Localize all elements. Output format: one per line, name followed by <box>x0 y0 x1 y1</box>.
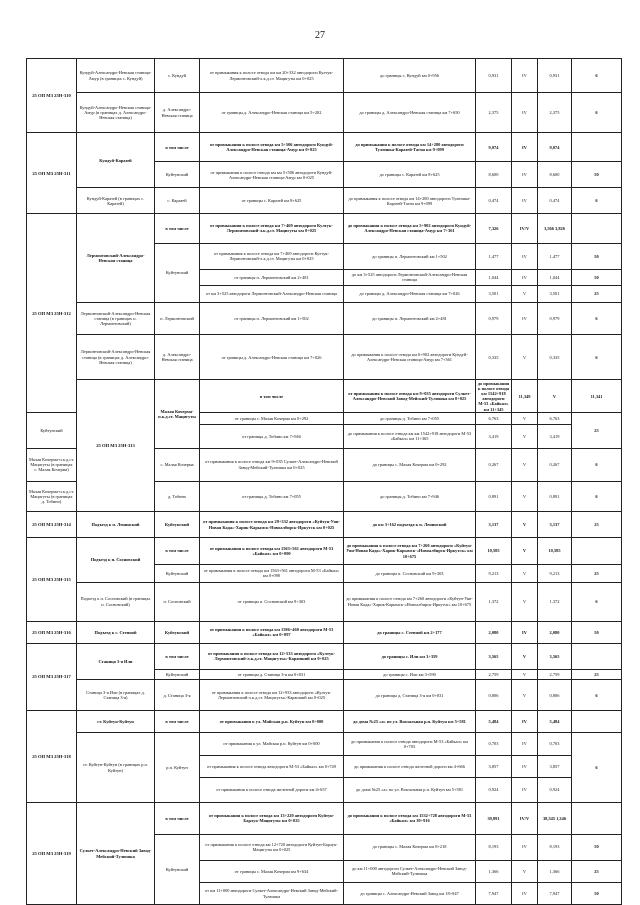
cell-end-point: до примыкания к полосе отвода км 7+260 автодороги «Куйтун-Уян-Новая Када»-Харик-Карымск-«Новоалбирск-Иркутск» км 10+675 <box>344 538 476 565</box>
cell-category: V <box>512 286 538 303</box>
cell-start-point: от примыкания к полосе отвода км 12+933 автодороги «Култук-Лермонтовский-л.к.д.ст. Мацигуты»-Карапший км 0+025 <box>200 680 344 711</box>
table-row <box>27 710 622 732</box>
cell-length: 1,477 <box>476 243 512 269</box>
cell-length: 3,501 <box>476 286 512 303</box>
cell-category-length: 9,213 <box>538 565 572 583</box>
cell-value: 25 <box>572 669 622 680</box>
cell-category-length: 0,267 <box>538 448 572 481</box>
cell-end-point: до границы д. Тобино км 7+055 <box>344 413 476 425</box>
cell-length: 10,585 <box>476 538 512 565</box>
cell-length: 0,924 <box>476 778 512 803</box>
cell-length: 2,375 <box>476 93 512 133</box>
cell-category: V <box>512 425 538 449</box>
cell-road-code: Малая Кочерма-п.к.д.ст. Мацигуты (в границах д. Тобино) <box>27 481 77 512</box>
cell-start-point: от границы д. Тобино км 7+946 <box>200 425 344 449</box>
cell-length: 1,366 <box>476 860 512 882</box>
cell-end-point: до границы п. Лермонтовский км 1+502 <box>344 243 476 269</box>
cell-road-code: Куйтунский <box>27 413 77 448</box>
cell-start-point: от примыкания к полосе отвода км 13+220 автодороги Куйтун-Барлук-Мацигуты км 0+025 <box>200 802 344 834</box>
cell-category-length: 8,193 <box>538 834 572 860</box>
cell-category: IV <box>512 755 538 777</box>
cell-value <box>572 538 622 565</box>
cell-start-point: от примыкания к полосе отвода км 12+720 автодороги Куйтун-Барлук-Мацигуты км 0+025 <box>200 834 344 860</box>
cell-category-length: 3,419 <box>538 425 572 449</box>
table-row <box>27 214 622 243</box>
cell-value: 25 <box>572 286 622 303</box>
cell-category: IV <box>512 778 538 803</box>
cell-category: IV <box>512 269 538 286</box>
cell-location: Малая Кочерма-п.к.д.ст. Мацигуты <box>155 380 200 449</box>
table-row <box>27 643 622 669</box>
table-row <box>27 59 622 93</box>
cell-value <box>572 643 622 669</box>
cell-category-length: 0,806 <box>538 680 572 711</box>
cell-end-point: до границы д. Александро-Невская станица км 7+650 <box>344 93 476 133</box>
cell-road-code: 25 ОП МЗ 25Н-317 <box>27 643 77 710</box>
cell-length: 8,193 <box>476 834 512 860</box>
cell-start-point: от границы д. Тобино км 7+055 <box>200 481 344 512</box>
table-row <box>27 133 622 162</box>
cell-value: 6 <box>572 481 622 512</box>
cell-start-point: от границы с. Каразей км 8+625 <box>200 188 344 214</box>
cell-location: д. Александро-Невская станица <box>155 93 200 133</box>
cell-location: Куйтунский <box>155 669 200 680</box>
cell-location: в том числе <box>155 538 200 565</box>
cell-road-name: Подъезд к п. Сосновский <box>77 538 155 583</box>
cell-value: 6 <box>572 582 622 621</box>
cell-value: 6 <box>572 302 622 335</box>
cell-start-point: от границы д. Станица 3-я км 0+831 <box>200 669 344 680</box>
cell-length: 7,326 <box>476 214 512 243</box>
cell-road-name: ст. Куйтун-Куйтун <box>77 710 155 732</box>
cell-road-code: 25 ОП МЗ 25Н-312 <box>27 214 77 413</box>
cell-road-code: 25 ОП МЗ 25Н-314 <box>27 512 77 538</box>
cell-location: Куйтунский <box>155 512 200 538</box>
cell-end-point: до примыкания к полосе отвода км 5+902 автодороги Кундуй-Александро-Невская станица-Амур км 7+361 <box>344 214 476 243</box>
cell-category: IV <box>512 302 538 335</box>
cell-length: 0,474 <box>476 188 512 214</box>
cell-category-length: 3,137 <box>538 512 572 538</box>
table-row <box>27 538 622 565</box>
cell-end-point: до примыкания к полосе отвода км 6+902 автодороги Кундуй-Александро-Невская станица-Амур км 7+361 <box>344 335 476 380</box>
cell-category: V <box>512 512 538 538</box>
cell-value <box>572 133 622 162</box>
cell-start-point: от примыкания к полосе отвода км 7+469 автодороги Култук-Лермонтовский-л.к.д.ст. Мацигуты км 0+025 <box>200 243 344 269</box>
cell-end-point: до дома №25 «а» по ул. Вокзальная р.п. Куйтун км 5+581 <box>344 710 476 732</box>
cell-road-code: 25 ОП МЗ 25Н-311 <box>27 133 77 214</box>
cell-category: V <box>512 448 538 481</box>
cell-length: 1,372 <box>476 582 512 621</box>
cell-length: 7,947 <box>476 882 512 904</box>
cell-category: V <box>512 335 538 380</box>
cell-end-point: до границы п. Лермонтовский км 2+481 <box>344 302 476 335</box>
cell-start-point: от границы п. Лермонтовский км 1+502 <box>200 302 344 335</box>
cell-road-name: Лермонтовский-Александро-Невская станица <box>77 214 155 302</box>
cell-length: 0,931 <box>476 59 512 93</box>
cell-location: с. Каразей <box>155 188 200 214</box>
cell-value: 11,341 <box>572 380 622 413</box>
cell-value: 25 <box>572 565 622 583</box>
cell-start-point: от границы п. Сосновский км 9+303 <box>200 582 344 621</box>
cell-location: Куйтунский <box>155 621 200 643</box>
cell-start-point: от примыкания к полосе отвода км 12+533 автодороги «Култук-Лермонтовский-л.к.д.ст. Мацигуты»-Карапший км 0+025 <box>200 643 344 669</box>
cell-category: IV <box>512 243 538 269</box>
cell-category-length: 2,375 <box>538 93 572 133</box>
cell-start-point: от примыкания к полосе отвода км 5+506 автодороги Кундуй-Александро-Невская станица-Амур км 0+025 <box>200 133 344 162</box>
cell-length: 6,763 <box>476 413 512 425</box>
cell-category: V <box>512 565 538 583</box>
cell-category-length: 10,585 <box>538 538 572 565</box>
cell-road-name: ст. Куйтун-Куйтун (в границах р.п. Куйтун) <box>77 733 155 802</box>
cell-location: Куйтунский <box>155 243 200 302</box>
cell-value: 6 <box>572 93 622 133</box>
cell-length: 0,703 <box>476 733 512 755</box>
cell-category-length: 3,566 3,826 <box>538 214 572 243</box>
cell-category-length: 2,080 <box>538 621 572 643</box>
cell-road-name: Станица 3-я Или (в границах д. Станица 3-я) <box>77 680 155 711</box>
cell-start-point: от примыкания к полосе отвода км 9+035 Сулкет-Александро-Невский Завод-Мейский-Тулюшка км 0+025 <box>200 448 344 481</box>
cell-start-point: от км 11+000 автодороги Сулкет-Александро-Невский Завод-Мейский-Тулюшка <box>200 882 344 904</box>
cell-category-length: 0,979 <box>538 302 572 335</box>
cell-category: IV <box>512 59 538 93</box>
cell-end-point: до км 3+162 подъезда к п. Ленинский <box>344 512 476 538</box>
cell-end-point: до примыкания к полосе отвода км 14+280 автодороги Тулюшка-Каразей-Тагна км 9+099 <box>344 133 476 162</box>
cell-location: в том числе <box>155 133 200 162</box>
cell-end-point: от примыкания к полосе отвода км 9+035 автодороги Сулкет-Александро-Невский Завод-Мейский-Тулюшка км 0+025 <box>344 380 476 413</box>
cell-category-length: 1,366 <box>538 860 572 882</box>
cell-length: 5,484 <box>476 710 512 732</box>
cell-category-length: V <box>538 380 572 413</box>
cell-road-name: Кундуй-Александро-Невская станица-Амур (в границах с. Кундуй) <box>77 59 155 93</box>
cell-category-length: 0,703 <box>538 733 572 755</box>
cell-value: 25 <box>572 413 622 448</box>
cell-category-length: 0,891 <box>538 481 572 512</box>
cell-start-point: от примыкания к ул. Майская р.п. Куйтун км 0+000 <box>200 733 344 755</box>
cell-start-point: от примыкания к полосе отвода железной дороги км 4+657 <box>200 778 344 803</box>
cell-start-point: от границы п. Лермонтовский км 2+481 <box>200 269 344 286</box>
cell-length: 0,335 <box>476 335 512 380</box>
table-row <box>27 621 622 643</box>
cell-end-point: до примыкания к полосе отвода железной дороги км 4+666 <box>344 755 476 777</box>
cell-length: 3,857 <box>476 755 512 777</box>
cell-length: 0,806 <box>476 680 512 711</box>
cell-category-length: 3,565 <box>538 643 572 669</box>
cell-category: IV/V <box>512 802 538 834</box>
table-row <box>27 802 622 834</box>
cell-road-name: Лермонтовский-Александро-Невская станица (в границах п. Лермонтовский) <box>77 302 155 335</box>
table-row <box>27 380 622 413</box>
cell-category: IV <box>512 133 538 162</box>
cell-location: в том числе <box>155 802 200 834</box>
cell-road-name: Лермонтовский-Александро-Невская станица (в границах д. Александро-Невская станица) <box>77 335 155 380</box>
cell-location: в том числе <box>155 214 200 243</box>
cell-length: 2,080 <box>476 621 512 643</box>
cell-length: 3,137 <box>476 512 512 538</box>
page-number: 27 <box>315 30 325 41</box>
cell-category: 11,349 <box>512 380 538 413</box>
cell-category-length: 0,335 <box>538 335 572 380</box>
cell-end-point: до границы с. Степной км 2+177 <box>344 621 476 643</box>
cell-location: в том числе <box>155 643 200 669</box>
cell-end-point: до границы д. Александро-Невская станица км 7+026 <box>344 286 476 303</box>
cell-length: 9,213 <box>476 565 512 583</box>
cell-value: 50 <box>572 243 622 269</box>
cell-length: 39,891 <box>476 802 512 834</box>
cell-value: 50 <box>572 621 622 643</box>
cell-road-code: 25 ОП МЗ 25Н-316 <box>27 621 77 643</box>
cell-road-code: 25 ОП МЗ 25Н-319 <box>27 802 77 904</box>
cell-value: 6 <box>572 680 622 711</box>
cell-end-point: до дома №25 «а» по ул. Вокзальная р.п. Куйтун км 5+581 <box>344 778 476 803</box>
cell-start-point: в том числе <box>200 380 344 413</box>
cell-location: Куйтунский <box>155 565 200 583</box>
table-body <box>27 59 622 905</box>
cell-location: д. Станица 3-я <box>155 680 200 711</box>
cell-start-point: от примыкания к полосе отвода автодороги М-53 «Байкал» км 0+749 <box>200 755 344 777</box>
cell-end-point: до границы п. Сосновский км 9+303 <box>344 565 476 583</box>
cell-category: V <box>512 582 538 621</box>
cell-start-point: от примыкания к полосе отвода км 1563+561 автодороги М-53 «Байкал» км 0+090 <box>200 565 344 583</box>
cell-category-length: 5,484 <box>538 710 572 732</box>
cell-length: 3,419 <box>476 425 512 449</box>
cell-category-length: 1,477 <box>538 243 572 269</box>
cell-road-code: 25 ОП МЗ 25Н-310 <box>27 59 77 133</box>
cell-category-length: 9,074 <box>538 133 572 162</box>
cell-road-name: Подъезд к с. Степной <box>77 621 155 643</box>
cell-start-point: от км 3+525 автодороги Лермонтовский-Александро-Невская станица <box>200 286 344 303</box>
cell-value: 6 <box>572 59 622 93</box>
cell-start-point: от примыкания к ул. Майская р.п. Куйтун км 0+000 <box>200 710 344 732</box>
cell-category-length: 1,372 <box>538 582 572 621</box>
cell-road-code: Малая Кочерма-п.к.д.ст. Мацигуты (в границах с. Малая Кочерма) <box>27 448 77 481</box>
cell-road-name: Подъезд к п. Ленинский <box>77 512 155 538</box>
cell-road-name: Станица 3-я Или <box>77 643 155 679</box>
cell-category: IV <box>512 733 538 755</box>
cell-category-length: 2,759 <box>538 669 572 680</box>
cell-end-point: до примыкания к полосе отвода км км 1542+918 автодороги М-53 «Байкал» км 11+365 <box>344 425 476 449</box>
cell-location: Куйтунский <box>155 162 200 188</box>
cell-category: V <box>512 643 538 669</box>
cell-category-length: 0,474 <box>538 188 572 214</box>
cell-location: п. Лермонтовский <box>155 302 200 335</box>
table-row <box>27 680 622 711</box>
cell-length: 0,891 <box>476 481 512 512</box>
cell-end-point: до границы с. Или км 3+590 <box>344 669 476 680</box>
cell-road-name: Кундуй-Каразей (в границах с. Каразей) <box>77 188 155 214</box>
cell-length: 1,044 <box>476 269 512 286</box>
cell-category-length: 1,044 <box>538 269 572 286</box>
cell-start-point: от примыкания к полосе отвода км 7+469 автодороги Култук-Лермонтовский-л.к.д.ст. Мацигуты км 0+025 <box>200 214 344 243</box>
road-register-table <box>26 58 622 905</box>
cell-category-length: 6,763 <box>538 413 572 425</box>
cell-value: 6 <box>572 448 622 481</box>
cell-value: 6 <box>572 188 622 214</box>
cell-length: 8,600 <box>476 162 512 188</box>
cell-value: 25 <box>572 860 622 882</box>
cell-value: 50 <box>572 162 622 188</box>
cell-value: 50 <box>572 834 622 860</box>
cell-category: V <box>512 860 538 882</box>
cell-category-length: 0,931 <box>538 59 572 93</box>
cell-category: IV <box>512 710 538 732</box>
cell-category: IV <box>512 162 538 188</box>
cell-category: IV <box>512 621 538 643</box>
cell-road-name: 25 ОП МЗ 25Н-313 <box>77 380 155 512</box>
table-row <box>27 302 622 335</box>
cell-category-length: 3,857 <box>538 755 572 777</box>
table-row <box>27 188 622 214</box>
table-row <box>27 93 622 133</box>
cell-start-point: от границы с. Малая Кочерма км 0+292 <box>200 413 344 425</box>
cell-location: с. Малая Кочерма <box>155 448 200 481</box>
cell-end-point: до границы д. Станица 3-я км 0+831 <box>344 680 476 711</box>
cell-road-name: Подъезд к п. Сосновский (в границах п. Сосновский) <box>77 582 155 621</box>
table-row <box>27 335 622 380</box>
cell-value <box>572 802 622 834</box>
cell-end-point: до примыкания к полосе отвода км 7+260 автодороги «Куйтун-Уян-Новая Када»-Харик-Карымск-«Новоалбирск-Иркутск» км 10+675 <box>344 582 476 621</box>
cell-category-length: 0,924 <box>538 778 572 803</box>
cell-location: д. Александро-Невская станица <box>155 335 200 380</box>
cell-category: IV <box>512 188 538 214</box>
cell-end-point: до примыкания к полосе отвода км 1532+728 автодороги М-53 «Байкал» км 39+916 <box>344 802 476 834</box>
cell-value <box>572 710 622 732</box>
cell-category: IV <box>512 882 538 904</box>
cell-category: IV <box>512 93 538 133</box>
cell-category: V <box>512 538 538 565</box>
table-row <box>27 582 622 621</box>
cell-category-length: 7,947 <box>538 882 572 904</box>
cell-length: 2,759 <box>476 669 512 680</box>
cell-location: п. Сосновский <box>155 582 200 621</box>
cell-location: р.п. Куйтун <box>155 733 200 802</box>
cell-end-point: до границы с. Кундуй км 0+956 <box>344 59 476 93</box>
cell-category: IV/V <box>512 214 538 243</box>
cell-end-point: до границы с. Малая Кочерма км 8+218 <box>344 834 476 860</box>
cell-length: 9,074 <box>476 133 512 162</box>
cell-value: 6 <box>572 335 622 380</box>
cell-end-point: до км 3+525 автодороги Лермонтовский-Александро-Невская станица <box>344 269 476 286</box>
cell-length: 3,565 <box>476 643 512 669</box>
table-row <box>27 733 622 755</box>
cell-road-code: 25 ОП МЗ 25Н-315 <box>27 538 77 621</box>
cell-end-point: до границы с. Или км 3+359 <box>344 643 476 669</box>
cell-end-point: до границы д. Тобино км 7+946 <box>344 481 476 512</box>
cell-road-name: Кундуй-Александро-Невская станица-Амур (в границах д. Александро-Невская станица) <box>77 93 155 133</box>
cell-category-length: 38,545 1,346 <box>538 802 572 834</box>
cell-end-point: до границы с. Малая Кочерма км 0+292 <box>344 448 476 481</box>
cell-road-name: Сулкет-Александро-Невский Завод-Мейский-Тулюшка <box>77 802 155 904</box>
cell-start-point: от примыкания к полосе отвода км 1563+561 автодороги М-53 «Байкал» км 0+090 <box>200 538 344 565</box>
cell-end-point: до примыкания к полосе отвода автодороги М-53 «Байкал» км 0+703 <box>344 733 476 755</box>
cell-category: IV <box>512 834 538 860</box>
cell-value: 50 <box>572 269 622 286</box>
cell-value <box>572 214 622 243</box>
cell-start-point: от границы с. Малая Кочерма км 9+634 <box>200 860 344 882</box>
cell-location: в том числе <box>155 710 200 732</box>
cell-start-point: от примыкания к полосе отвода км км 20+332 автодороги Култук-Лермонтовский-л.к.д.ст. Мацигуты км 0+025 <box>200 59 344 93</box>
cell-road-code: 25 ОП МЗ 25Н-318 <box>27 710 77 802</box>
cell-category: V <box>512 669 538 680</box>
cell-start-point: от примыкания к полосе отвода км км 5+506 автодороги Кундуй-Александро-Невская станица-Амур км 0+025 <box>200 162 344 188</box>
cell-start-point: от примыкания к полосе отвода км 29+332 автодороги «Куйтун-Уян-Новая Када»-Харик-Карымск-Новоалбирск-Иркутск км 0+025 <box>200 512 344 538</box>
cell-category: V <box>512 680 538 711</box>
cell-length: 0,267 <box>476 448 512 481</box>
cell-location: с. Кундуй <box>155 59 200 93</box>
cell-length: до примыкания к полосе отвода км 1542+918 автодороги М-53 «Байкал» км 11+345 <box>476 380 512 413</box>
table-row <box>27 512 622 538</box>
cell-category-length: 3,501 <box>538 286 572 303</box>
cell-value: 25 <box>572 512 622 538</box>
cell-start-point: от границы д. Александро-Невская станица км 7+026 <box>200 335 344 380</box>
cell-category: V <box>512 481 538 512</box>
cell-start-point: от примыкания к полосе отвода км 1586+460 автодороги М-53 «Байкал» км 0+097 <box>200 621 344 643</box>
cell-end-point: до км 11+000 автодороги Сулкет-Александро-Невский Завод-Мейский-Тулюшка <box>344 860 476 882</box>
cell-end-point: до границы с. Александро-Невский Завод км 18+947 <box>344 882 476 904</box>
cell-category: V <box>512 413 538 425</box>
cell-location: Куйтунский <box>155 834 200 905</box>
cell-length: 0,979 <box>476 302 512 335</box>
cell-end-point: до границы с. Каразей км 8+625 <box>344 162 476 188</box>
cell-value: 6 <box>572 733 622 802</box>
cell-location: д. Тобино <box>155 481 200 512</box>
cell-start-point: от границы д. Александро-Невская станица км 5+202 <box>200 93 344 133</box>
cell-end-point: до примыкания к полосе отвода км 14+280 автодороги Тулюшка-Каразей-Тагна км 9+099 <box>344 188 476 214</box>
cell-category-length: 8,600 <box>538 162 572 188</box>
cell-road-name: Кундуй-Каразей <box>77 133 155 188</box>
cell-value: 50 <box>572 882 622 904</box>
